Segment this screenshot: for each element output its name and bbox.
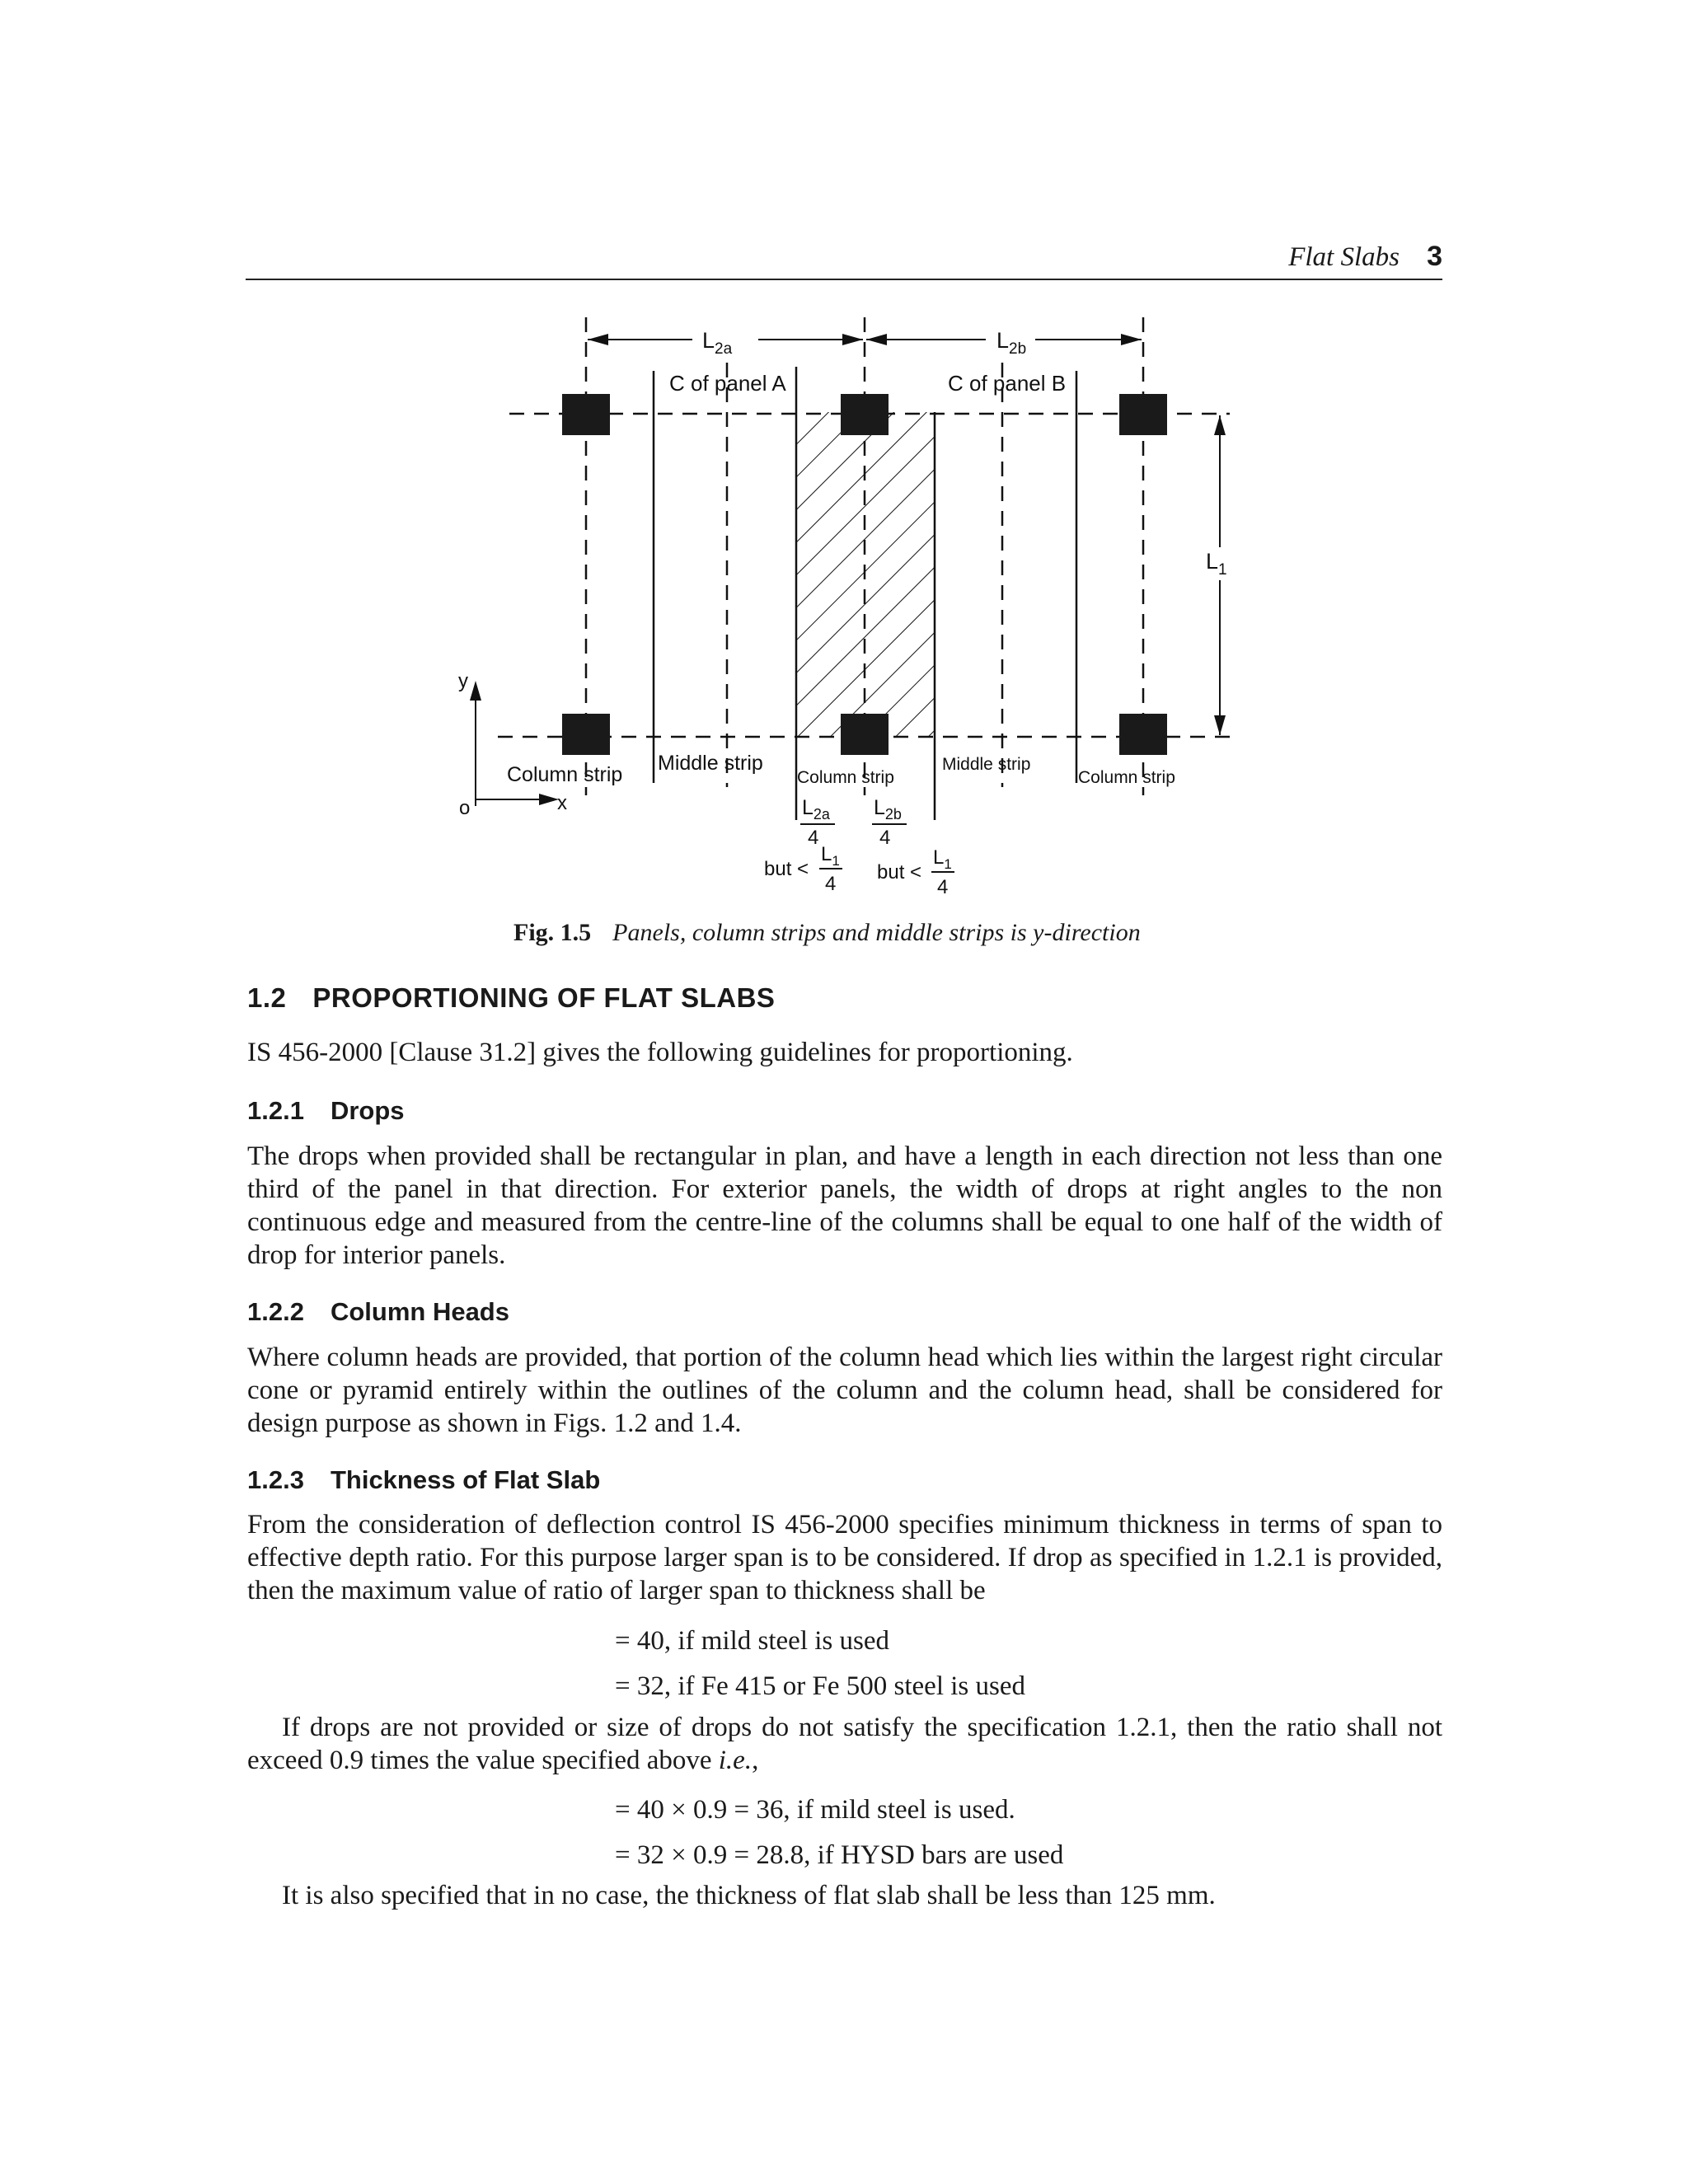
frac-l1-denominator-a: 4 [825, 873, 837, 895]
label-y-axis: y [458, 670, 468, 692]
section-title: PROPORTIONING OF FLAT SLABS [312, 982, 776, 1013]
column-top-right [1119, 394, 1167, 435]
thickness-paragraph: From the consideration of deflection control IS 456-2000 specifies minimum thickness in terms of span to effective depth ratio. For this purpose larger span is to be considered. If drop as specified in 1.2.1 is provided, then the maximum value of ratio of larger span to thickness shall be [247, 1510, 1442, 1605]
label-middle-strip-2: Middle strip [942, 755, 1031, 774]
equation-fe415: = 32, if Fe 415 or Fe 500 steel is used [615, 1671, 1025, 1701]
no-drops-text: If drops are not provided or size of drops do not satisfy the specification 1.2.1, then the ratio shall not exceed 0.9 times the value specified above [247, 1713, 1442, 1775]
final-paragraph: It is also specified that in no case, the thickness of flat slab shall be less than 125 mm. [282, 1881, 1216, 1910]
subsection-heading-drops [247, 1096, 405, 1126]
intro-paragraph: IS 456-2000 [Clause 31.2] gives the following guidelines for proportioning. [247, 1038, 1073, 1067]
arrowhead [1121, 334, 1142, 345]
drops-paragraph: The drops when provided shall be rectangular in plan, and have a length in each direction not less than one third of the panel in that direction. For exterior panels, the width of drops at right angles to the non continuous edge and measured from the centre-line of the columns shall be equal to one half of the width of drop for interior panels. [247, 1141, 1442, 1270]
figure-caption-number: Fig. 1.5 [513, 919, 592, 946]
figure-caption [513, 919, 1141, 947]
label-column-strip-1: Column strip [507, 763, 623, 786]
page-number: 3 [1427, 241, 1442, 272]
arrowhead [842, 334, 863, 345]
label-but-less-b: but < [877, 861, 922, 883]
equation-mild-steel-reduced: = 40 × 0.9 = 36, if mild steel is used. [615, 1795, 1015, 1825]
frac-l1-numerator-a: $L_1$ [821, 843, 840, 869]
figure-diagram [0, 0, 1688, 907]
column-heads-paragraph: Where column heads are provided, that portion of the column head which lies within the largest right circular cone or pyramid entirely within the outlines of the column and the column head, shall be considered for design purpose as shown in Figs. 1.2 and 1.4. [247, 1343, 1442, 1438]
column-top-mid [841, 394, 889, 435]
label-l1: $L_1$ [1206, 549, 1227, 579]
equation-hysd-reduced: = 32 × 0.9 = 28.8, if HYSD bars are used [615, 1840, 1064, 1870]
no-drops-paragraph [247, 1711, 1442, 1777]
label-but-less-a: but < [764, 858, 809, 880]
column-top-left [562, 394, 610, 435]
arrowhead [588, 334, 608, 345]
frac-l2b-denominator: 4 [879, 827, 891, 849]
figure-caption-text: Panels, column strips and middle strips is y-direction [612, 919, 1141, 946]
subsection-number: 1.2.1 [247, 1096, 304, 1125]
label-middle-strip-1: Middle strip [658, 752, 763, 775]
subsection-number: 1.2.2 [247, 1297, 304, 1326]
label-origin: o [459, 797, 471, 819]
label-x-axis: x [557, 792, 567, 814]
column-bottom-left [562, 714, 610, 755]
label-column-strip-3: Column strip [1078, 768, 1175, 787]
running-title: Flat Slabs [1288, 242, 1400, 272]
label-column-strip-2: Column strip [797, 768, 894, 787]
frac-l1-denominator-b: 4 [937, 876, 949, 898]
subsection-number: 1.2.3 [247, 1465, 304, 1494]
frac-l1-numerator-b: $L_1$ [933, 846, 952, 872]
ie-text: i.e. [718, 1746, 753, 1775]
column-bottom-mid [841, 714, 889, 755]
frac-l2b-numerator: $L_{2b}$ [874, 796, 902, 823]
label-centre-panel-b: C of panel B [948, 371, 1067, 396]
section-number: 1.2 [247, 982, 287, 1013]
arrowhead [1214, 715, 1226, 735]
arrowhead [470, 681, 481, 701]
figure-panels-strips [0, 0, 1688, 907]
section-heading [247, 982, 775, 1014]
subsection-title: Thickness of Flat Slab [330, 1465, 601, 1494]
subsection-title: Column Heads [330, 1297, 509, 1326]
arrowhead [866, 334, 887, 345]
label-l2a: $L_{2a}$ [702, 328, 733, 358]
subsection-heading-column-heads [247, 1297, 509, 1327]
label-l2b: $L_{2b}$ [996, 328, 1027, 358]
frac-l2a-numerator: $L_{2a}$ [802, 796, 830, 823]
arrowhead [539, 794, 559, 805]
column-bottom-right [1119, 714, 1167, 755]
label-centre-panel-a: C of panel A [669, 371, 786, 396]
no-drops-end: , [752, 1746, 759, 1775]
subsection-heading-thickness [247, 1465, 600, 1495]
equation-mild-steel: = 40, if mild steel is used [615, 1626, 889, 1656]
subsection-title: Drops [330, 1096, 405, 1125]
arrowhead [1214, 415, 1226, 435]
frac-l2a-denominator: 4 [808, 827, 819, 849]
